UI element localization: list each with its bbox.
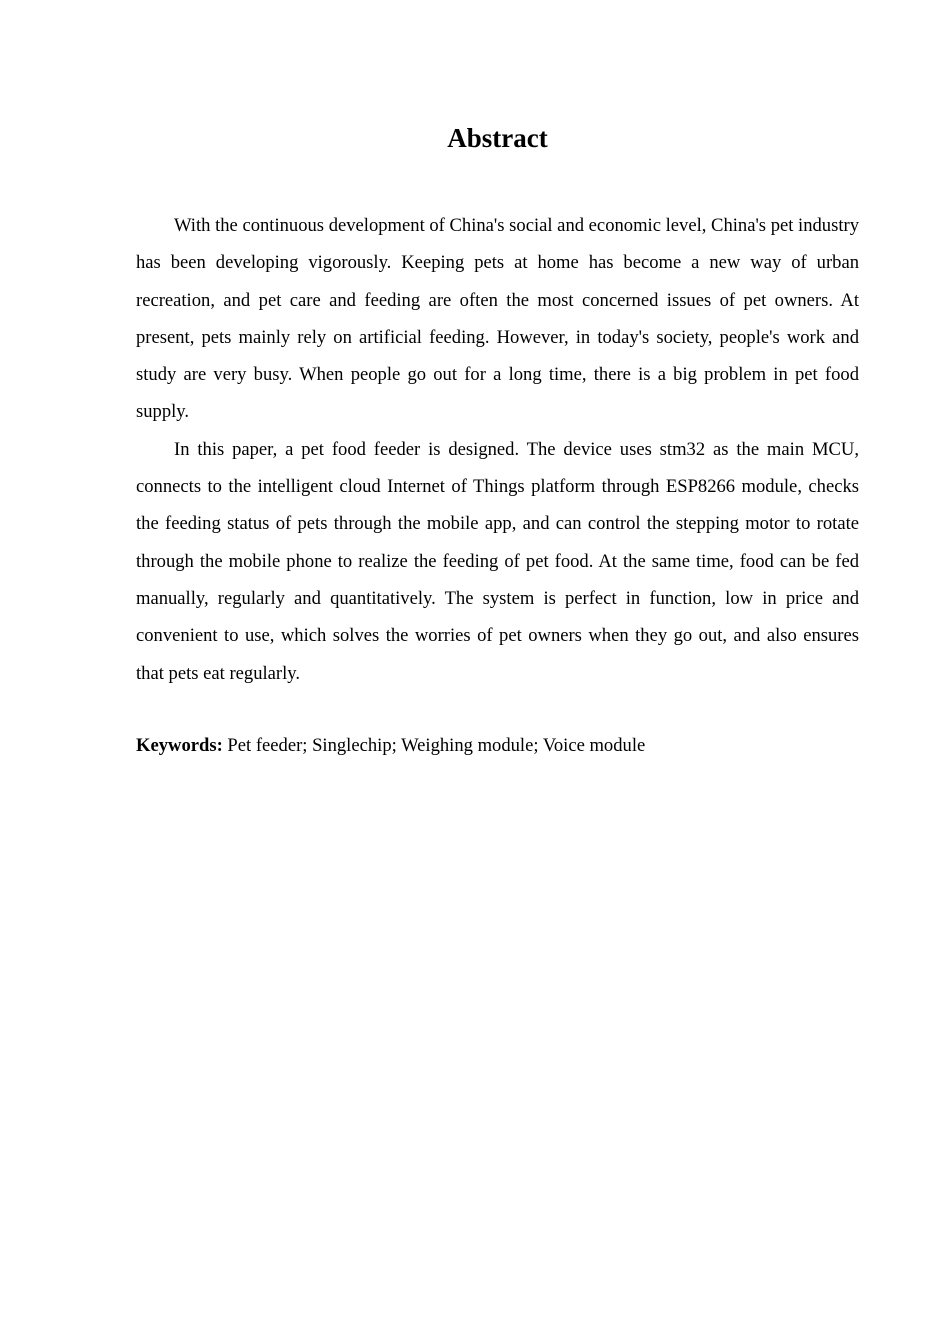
keywords-line [136, 727, 859, 764]
abstract-title: Abstract [447, 123, 548, 153]
abstract-body [136, 207, 859, 692]
abstract-paragraph-1: With the continuous development of China's social and economic level, China's pet industry has been developing vigorously. Keeping pets at home has become a new way of urban recreation, and pet care and feeding are often the most concerned issues of pet owners. At present, pets mainly rely on artificial feeding. However, in today's society, people's work and study are very busy. When people go out for a long time, there is a big problem in pet food supply. [136, 215, 859, 423]
keywords-label: Keywords: [136, 735, 223, 756]
abstract-paragraph-2: In this paper, a pet food feeder is designed. The device uses stm32 as the main MCU, connects to the intelligent cloud Internet of Things platform through ESP8266 module, checks the feeding status of pets through the mobile app, and can control the stepping motor to rotate through the mobile phone to realize the feeding of pet food. At the same time, food can be fed manually, regularly and quantitatively. The system is perfect in function, low in price and convenient to use, which solves the worries of pet owners when they go out, and also ensures that pets eat regularly. [136, 438, 859, 684]
keywords-list: Pet feeder; Singlechip; Weighing module; Voice module [227, 735, 646, 756]
